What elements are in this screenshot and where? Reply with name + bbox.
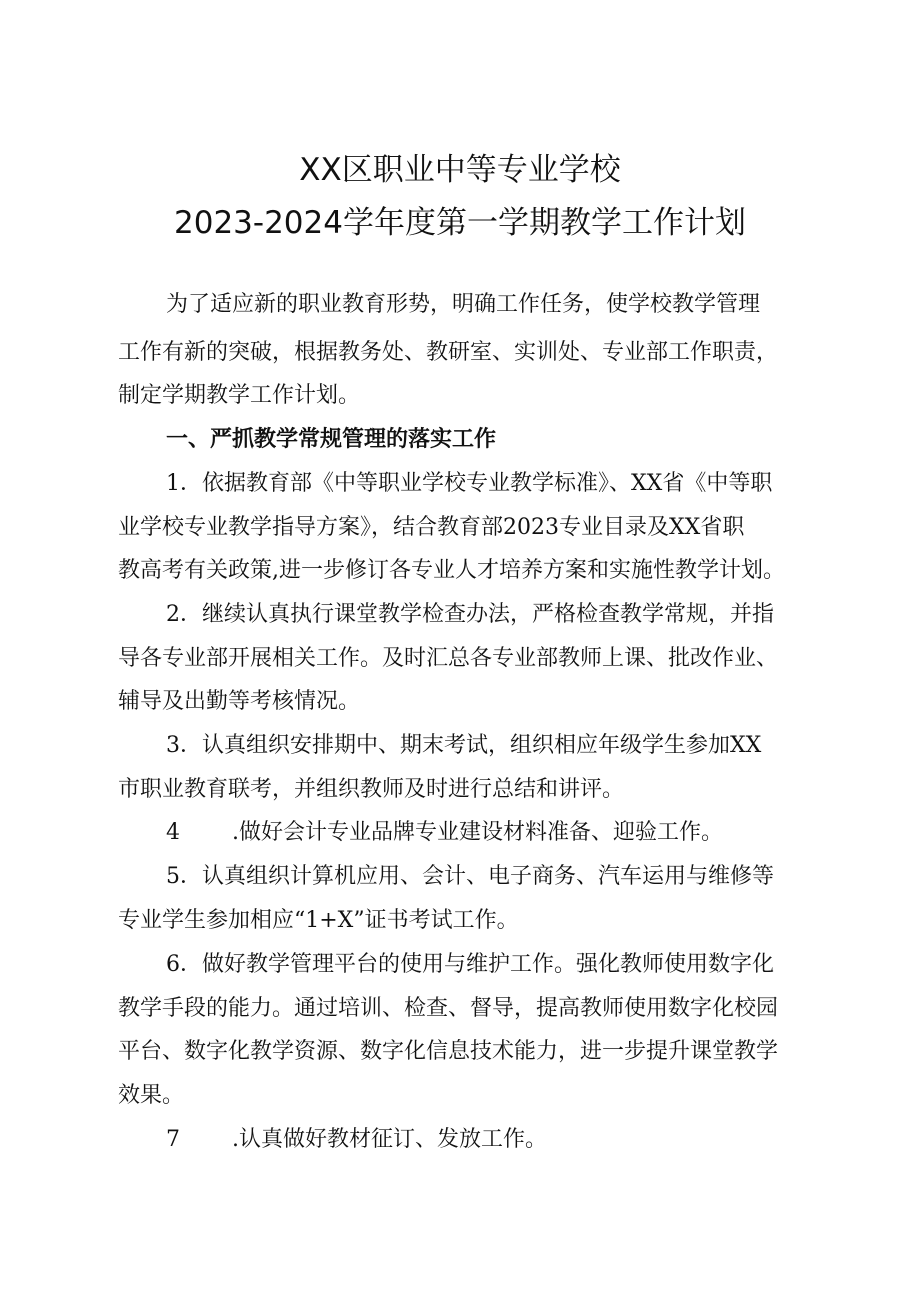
item6-line: 6．做好教学管理平台的使用与维护工作。强化教师使用数字化 <box>166 952 774 977</box>
item2-line: 导各专业部开展相关工作。及时汇总各专业部教师上课、批改作业、 <box>118 646 779 671</box>
item6-line: 效果。 <box>118 1083 185 1108</box>
item4-line <box>166 818 723 848</box>
section-heading: 一、严抓教学常规管理的落实工作 <box>166 427 497 452</box>
item1-line: 业学校专业教学指导方案》，结合教育部2023专业目录及XX省职 <box>118 515 745 540</box>
item7-line <box>166 1125 547 1155</box>
item2-line: 辅导及出勤等考核情况。 <box>118 689 361 714</box>
document-title-line2: 2023-2024学年度第一学期教学工作计划 <box>174 205 746 241</box>
item6-line: 教学手段的能力。通过培训、检查、督导，提高教师使用数字化校园 <box>118 996 779 1021</box>
intro-line: 制定学期教学工作计划。 <box>118 383 361 408</box>
item3-line: 3．认真组织安排期中、期末考试，组织相应年级学生参加XX <box>166 733 762 758</box>
item4-text: .做好会计专业品牌专业建设材料准备、迎验工作。 <box>232 820 723 845</box>
item7-number: 7 <box>166 1127 180 1152</box>
item1-line: 1．依据教育部《中等职业学校专业教学标准》、XX省《中等职 <box>166 471 773 496</box>
item2-line: 2．继续认真执行课堂教学检查办法，严格检查教学常规，并指 <box>166 602 774 627</box>
document-title-line1: XX区职业中等专业学校 <box>299 152 621 188</box>
item5-line: 5．认真组织计算机应用、会计、电子商务、汽车运用与维修等 <box>166 864 774 889</box>
item3-line: 市职业教育联考，并组织教师及时进行总结和讲评。 <box>118 777 625 802</box>
item5-line: 专业学生参加相应“1+X”证书考试工作。 <box>118 908 519 933</box>
item1-line: 教高考有关政策,进一步修订各专业人才培养方案和实施性教学计划。 <box>118 558 785 583</box>
intro-line: 工作有新的突破，根据教务处、教研室、实训处、专业部工作职责， <box>118 340 779 365</box>
item4-number: 4 <box>166 820 180 845</box>
item6-line: 平台、数字化教学资源、数字化信息技术能力，进一步提升课堂教学 <box>118 1039 779 1064</box>
item7-text: .认真做好教材征订、发放工作。 <box>232 1127 547 1152</box>
intro-line: 为了适应新的职业教育形势，明确工作任务，使学校教学管理 <box>166 292 761 317</box>
